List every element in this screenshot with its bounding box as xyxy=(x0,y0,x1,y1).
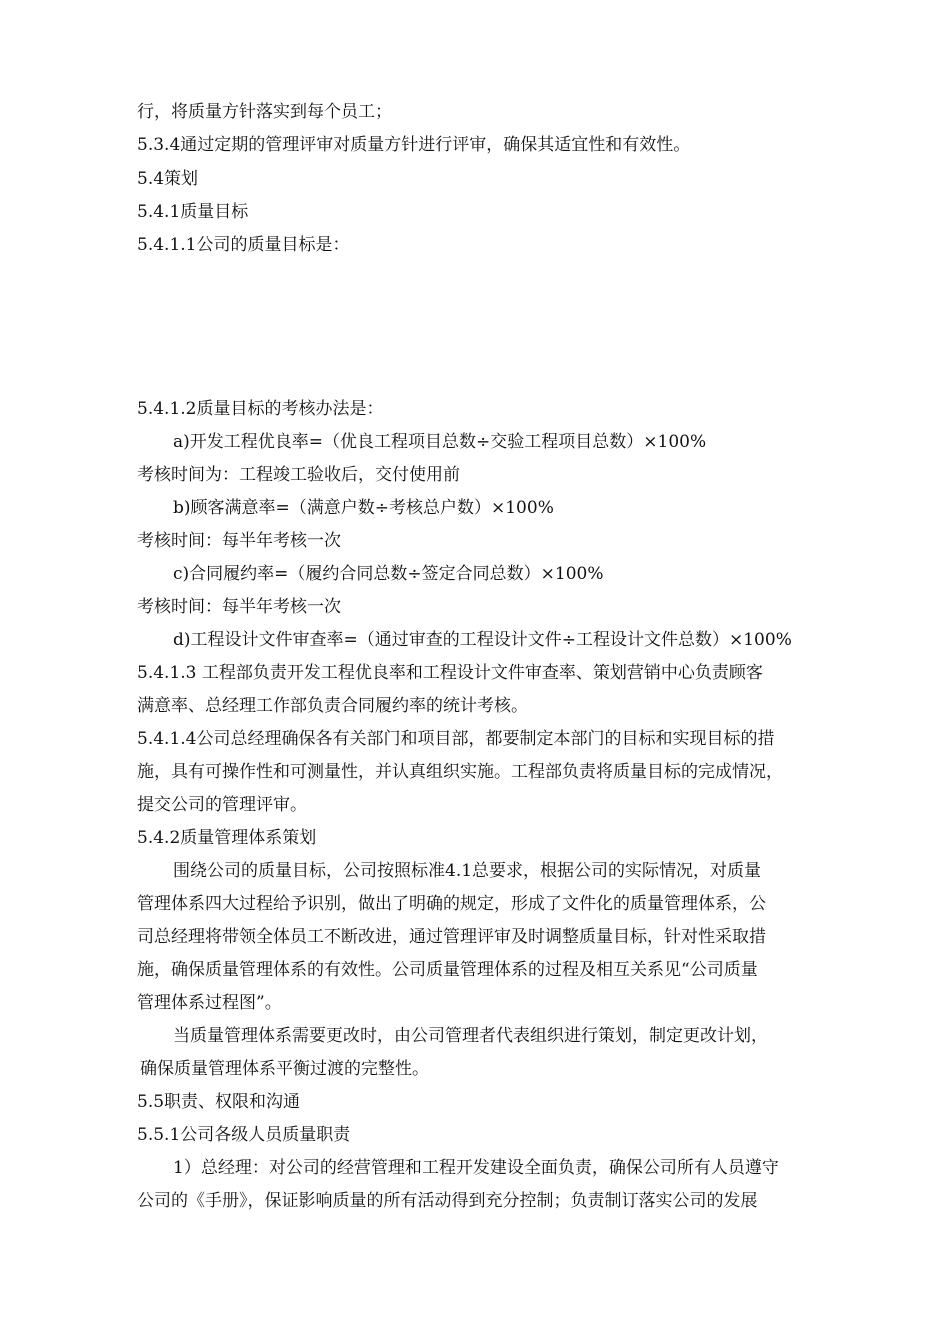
paragraph-line: 管理体系过程图”。 xyxy=(137,993,282,1013)
text-line: 5.4.1.3 工程部负责开发工程优良率和工程设计文件审查率、策划营销中心负责顾客 xyxy=(137,663,763,683)
formula-line: c)合同履约率=（履约合同总数÷签定合同总数）×100% xyxy=(173,564,604,584)
text-line: 满意率、总经理工作部负责合同履约率的统计考核。 xyxy=(137,696,528,716)
formula-line: a)开发工程优良率=（优良工程项目总数÷交验工程项目总数）×100% xyxy=(173,432,707,452)
paragraph-line: 围绕公司的质量目标，公司按照标准4.1总要求，根据公司的实际情况，对质量 xyxy=(173,861,762,881)
formula-line: d)工程设计文件审查率=（通过审查的工程设计文件÷工程设计文件总数）×100% xyxy=(173,630,792,650)
section-heading: 5.5职责、权限和沟通 xyxy=(137,1092,301,1112)
section-heading: 5.4.1质量目标 xyxy=(137,202,249,222)
section-heading: 5.4策划 xyxy=(137,169,199,189)
paragraph-line: 施，确保质量管理体系的有效性。公司质量管理体系的过程及相互关系见“公司质量 xyxy=(137,960,758,980)
paragraph-line: 公司的《手册》，保证影响质量的所有活动得到充分控制；负责制订落实公司的发展 xyxy=(137,1191,758,1211)
text-line: 施，具有可操作性和可测量性，并认真组织实施。工程部负责将质量目标的完成情况， xyxy=(137,762,783,782)
paragraph-line: 确保质量管理体系平衡过渡的完整性。 xyxy=(140,1059,429,1079)
paragraph-line: 司总经理将带领全体员工不断改进，通过管理评审及时调整质量目标，针对性采取措 xyxy=(137,927,766,947)
text-line: 5.4.1.1公司的质量目标是： xyxy=(137,235,350,255)
paragraph-line: 管理体系四大过程给予识别，做出了明确的规定，形成了文件化的质量管理体系，公 xyxy=(137,894,766,914)
text-line: 5.4.1.2质量目标的考核办法是： xyxy=(137,399,384,419)
text-line: 考核时间：每半年考核一次 xyxy=(137,531,341,551)
text-line: 行，将质量方针落实到每个员工； xyxy=(137,102,392,122)
text-line: 考核时间：每半年考核一次 xyxy=(137,597,341,617)
section-heading: 5.5.1公司各级人员质量职责 xyxy=(137,1125,351,1145)
text-line: 考核时间为：工程竣工验收后，交付使用前 xyxy=(137,465,460,485)
section-heading: 5.4.2质量管理体系策划 xyxy=(137,828,317,848)
formula-line: b)顾客满意率=（满意户数÷考核总户数）×100% xyxy=(173,498,554,518)
paragraph-line: 当质量管理体系需要更改时，由公司管理者代表组织进行策划，制定更改计划， xyxy=(173,1026,768,1046)
text-line: 5.3.4通过定期的管理评审对质量方针进行评审，确保其适宜性和有效性。 xyxy=(137,135,691,155)
text-line: 提交公司的管理评审。 xyxy=(137,795,307,815)
paragraph-line: 1）总经理：对公司的经营管理和工程开发建设全面负责，确保公司所有人员遵守 xyxy=(173,1158,779,1178)
text-line: 5.4.1.4公司总经理确保各有关部门和项目部，都要制定本部门的目标和实现目标的措 xyxy=(137,729,775,749)
